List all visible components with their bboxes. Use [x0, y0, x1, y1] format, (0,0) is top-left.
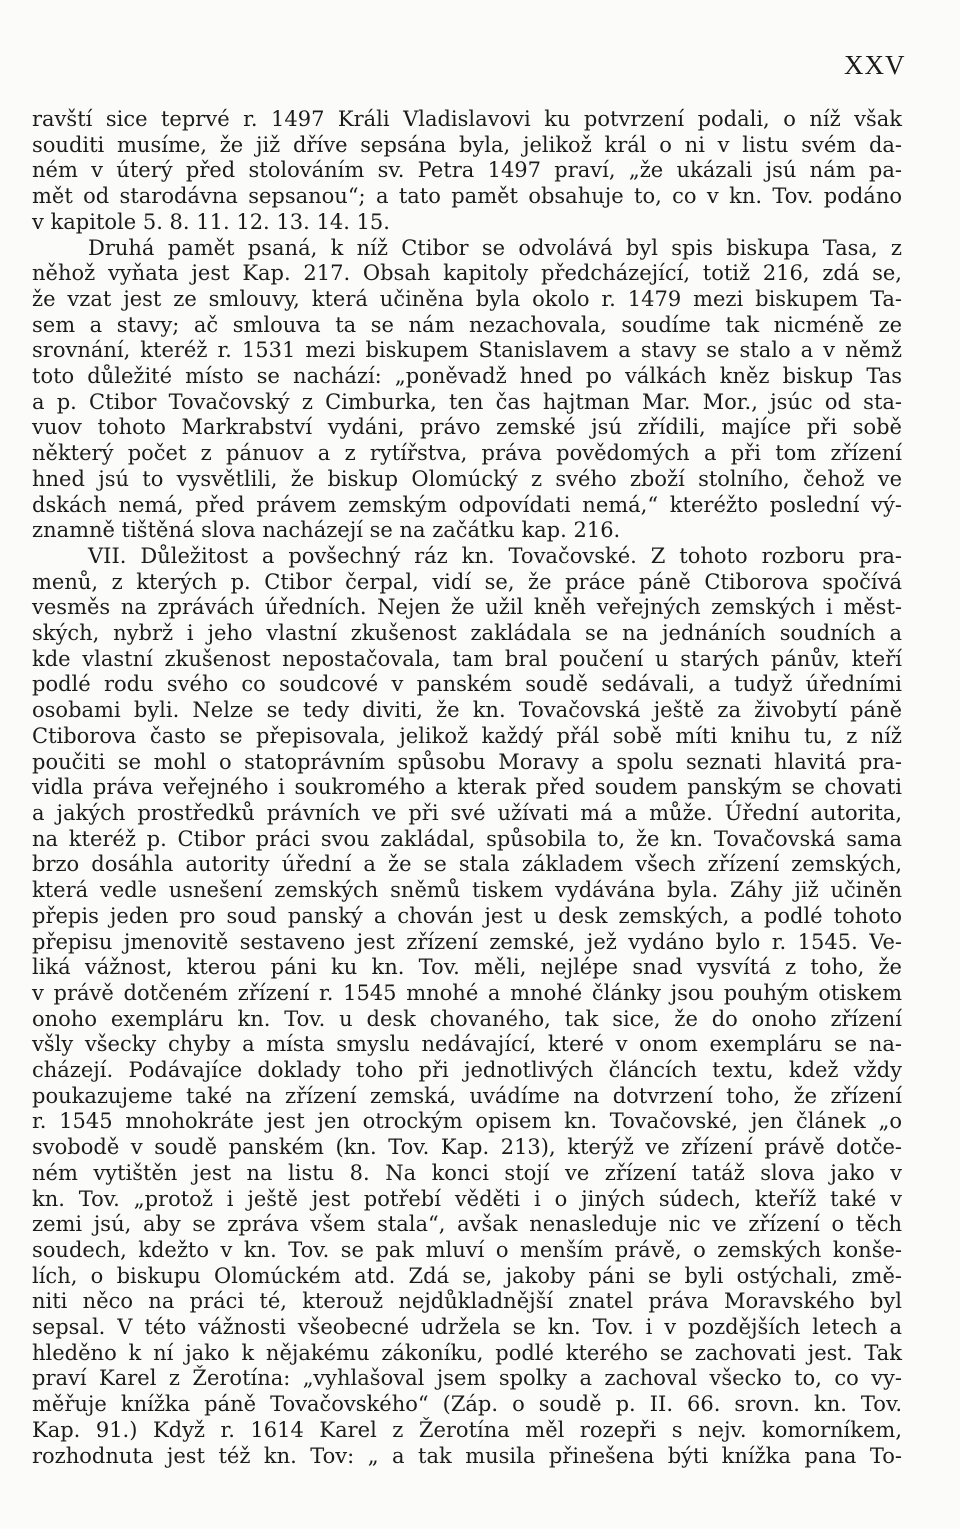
text-line: poukazujeme také na zřízení zemská, uvádíme na dotvrzení toho, že zřízení [32, 1083, 902, 1108]
text-line: a jakých prostředků právních ve při své užívati má a může. Úřední autorita, [32, 800, 902, 825]
text-line: svobodě v soudě panském (kn. Tov. Kap. 213), kterýž ve zřízení právě dotče- [32, 1135, 902, 1160]
text-line: VII. Důležitost a povšechný ráz kn. Tovačovské. Z tohoto rozboru pra- [88, 543, 902, 568]
text-line: soudech, kdežto v kn. Tov. se pak mluví o menším právě, o zemských konše- [32, 1237, 902, 1262]
text-line: vesměs na zprávách úředních. Nejen že užil kněh veřejných zemských i měst- [32, 595, 902, 620]
text-line: poučiti se mohl o statoprávním spůsobu Moravy a spolu seznati hlavitá pra- [32, 749, 902, 774]
text-line: srovnání, kteréž r. 1531 mezi biskupem Stanislavem a stavy se stalo a v němž [32, 338, 902, 363]
text-line: Druhá pamět psaná, k níž Ctibor se odvolává byl spis biskupa Tasa, z [88, 235, 902, 260]
text-line: podlé rodu svého co soudcové v panském soudě sedávali, a tudyž úředními [32, 672, 902, 697]
text-line: dskách nemá, před právem zemským odpovídati nemá,“ kteréžto poslední vý- [32, 492, 902, 517]
text-line: kde vlastní zkušenost nepostačovala, tam bral poučení u starých pánův, kteří [32, 646, 902, 671]
text-line: v kapitole 5. 8. 11. 12. 13. 14. 15. [32, 209, 390, 234]
text-line: kn. Tov. „protož i ještě jest potřebí věděti i o jiných súdech, kteříž také v [32, 1186, 902, 1211]
text-line: ských, nybrž i jeho vlastní zkušenost zakládala se na jednáních soudních a [32, 621, 902, 646]
text-line: vuov tohoto Markrabství vydáni, právo zemské jsú zřídili, majíce při sobě [32, 415, 902, 440]
text-line: některý počet z pánuov a z rytířstva, práva povědomých a při tom zřízení [32, 441, 902, 466]
text-line: mět od starodávna sepsanou“; a tato pamět obsahuje to, co v kn. Tov. podáno [32, 184, 902, 209]
text-line: ném vytištěn jest na listu 8. Na konci stojí ve zřízení tatáž slova jako v [32, 1160, 902, 1185]
text-line: hleděno k ní jako k nějakému zákoníku, podlé kterého se zachovati jest. Tak [32, 1340, 902, 1365]
text-line: brzo dosáhla autority úřední a že se stala základem všech zřízení zemských, [32, 852, 902, 877]
text-line: která vedle usnešení zemských sněmů tiskem vydávána byla. Záhy již učiněn [32, 878, 902, 903]
text-line: v právě dotčeném zřízení r. 1545 mnohé a mnohé články jsou pouhým otiskem [32, 980, 902, 1005]
page-number: XXV [844, 50, 906, 80]
body-text [32, 107, 902, 1469]
text-line: všly všecky chyby a místa smyslu nedávající, které v onom exempláru se na- [32, 1032, 902, 1057]
text-line: znamně tištěná slova nacházejí se na začátku kap. 216. [32, 518, 621, 543]
text-line: na kteréž p. Ctibor práci svou zakládal, spůsobila to, že kn. Tovačovská sama [32, 826, 902, 851]
text-line: souditi musíme, že již dříve sepsána byla, jelikož král o ni v listu svém da- [32, 132, 902, 157]
text-line: zemi jsú, aby se zpráva všem stala“, avšak nenasleduje nic ve zřízení o těch [32, 1212, 902, 1237]
text-line: vidla práva veřejného i soukromého a kterak před soudem panským se chovati [32, 775, 902, 800]
text-line: Kap. 91.) Když r. 1614 Karel z Žerotína měl rozepři s nejv. komorníkem, [32, 1417, 902, 1442]
text-line: osobami byli. Nelze se tedy diviti, že kn. Tovačovská ještě za živobytí páně [32, 698, 902, 723]
text-line: ném v úterý před stolováním sv. Petra 1497 praví, „že ukázali jsú nám pa- [32, 158, 902, 183]
text-line: liká vážnost, kterou páni ku kn. Tov. měli, nejlépe snad vysvítá z toho, že [32, 955, 902, 980]
text-line: ravští sice teprvé r. 1497 Králi Vladislavovi ku potvrzení podali, o níž však [32, 107, 902, 131]
text-line: a p. Ctibor Tovačovský z Cimburka, ten čas hajtman Mar. Mor., jsúc od sta- [32, 389, 902, 414]
text-line: lích, o biskupu Olomúckém atd. Zdá se, jakoby páni se byli ostýchali, změ- [32, 1263, 902, 1288]
text-line: praví Karel z Žerotína: „vyhlašoval jsem spolky a zachoval všecko to, co vy- [32, 1366, 902, 1391]
text-line: měřuje knížka páně Tovačovského“ (Záp. o soudě p. II. 66. srovn. kn. Tov. [32, 1392, 902, 1417]
text-line: sepsal. V této vážnosti všeobecné udržela se kn. Tov. i v pozdějších letech a [32, 1315, 902, 1340]
text-line: niti něco na práci té, kterouž nejdůkladnější znatel práva Moravského byl [32, 1289, 902, 1314]
text-line: onoho exempláru kn. Tov. u desk chovaného, tak sice, že do onoho zřízení [32, 1006, 902, 1031]
text-line: cházejí. Podávajíce doklady toho při jednotlivých článcích textu, kdež vždy [32, 1058, 902, 1083]
text-line: hned jsú to vysvětlili, že biskup Olomúcký z svého zboží stolního, čehož ve [32, 466, 902, 491]
text-line: Ctiborova často se přepisovala, jelikož každý přál sobě míti knihu tu, z níž [32, 723, 902, 748]
text-line: toto důležité místo se nachází: „poněvadž hned po válkách kněz biskup Tas [32, 364, 902, 389]
text-line: něhož vyňata jest Kap. 217. Obsah kapitoly předcházející, totiž 216, zdá se, [32, 261, 902, 286]
text-line: že vzat jest ze smlouvy, která učiněna byla okolo r. 1479 mezi biskupem Ta- [32, 286, 902, 311]
text-line: přepisu jmenovitě sestaveno jest zřízení zemské, jež vydáno bylo r. 1545. Ve- [32, 929, 902, 954]
text-line: rozhodnuta jest též kn. Tov: „ a tak musila přinešena býti knížka pana To- [32, 1443, 902, 1468]
text-line: r. 1545 mnohokráte jest jen otrockým opisem kn. Tovačovské, jen článek „o [32, 1109, 902, 1134]
text-line: přepis jeden pro soud panský a chován jest u desk zemských, a podlé tohoto [32, 903, 902, 928]
text-line: menů, z kterých p. Ctibor čerpal, vidí se, že práce páně Ctiborova spočívá [32, 569, 902, 594]
text-line: sem a stavy; ač smlouva ta se nám nezachovala, soudíme tak nicméně ze [32, 312, 902, 337]
